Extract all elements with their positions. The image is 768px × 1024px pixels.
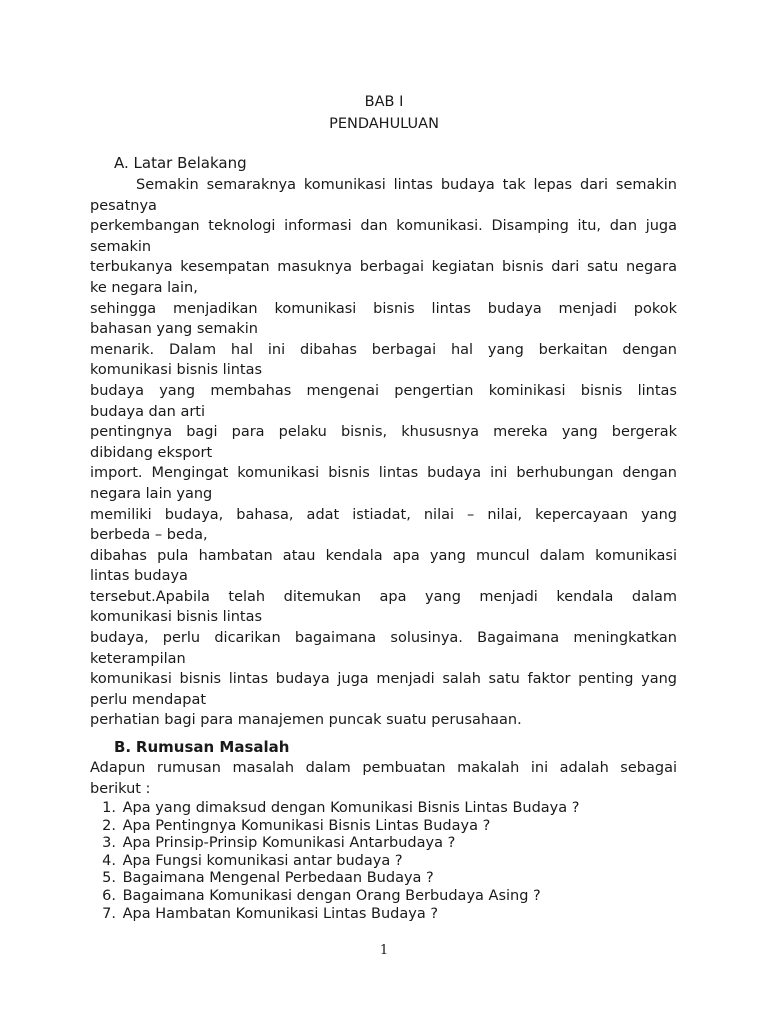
paragraph-line: memiliki budaya, bahasa, adat istiadat, nilai – nilai, kepercayaan yang xyxy=(90,506,677,523)
list-number: 2. xyxy=(102,817,116,834)
paragraph-line: Semakin semaraknya komunikasi lintas budaya tak lepas dari semakin xyxy=(136,177,677,193)
section-a-title: Latar Belakang xyxy=(133,154,247,172)
list-item xyxy=(90,888,677,906)
list-item xyxy=(90,853,677,871)
list-item xyxy=(90,835,677,853)
paragraph-line: budaya yang membahas mengenai pengertian kominikasi bisnis lintas xyxy=(90,382,677,399)
paragraph-line: import. Mengingat komunikasi bisnis lintas budaya ini berhubungan dengan xyxy=(90,465,677,482)
chapter-number: BAB I xyxy=(364,94,404,110)
paragraph-line: komunikasi bisnis lintas budaya juga menjadi salah satu faktor penting yang xyxy=(90,671,677,688)
list-item xyxy=(90,870,677,888)
paragraph-line: tersebut.Apabila telah ditemukan apa yang menjadi kendala dalam xyxy=(90,588,677,605)
intro-line: berikut : xyxy=(90,780,151,797)
list-text: Bagaimana Komunikasi dengan Orang Berbudaya Asing ? xyxy=(122,887,541,904)
section-a-marker: A. xyxy=(114,154,129,172)
list-number: 1. xyxy=(102,800,116,816)
paragraph-line: terbukanya kesempatan masuknya berbagai kegiatan bisnis dari satu negara xyxy=(90,259,677,276)
problem-list xyxy=(90,800,677,923)
paragraph-line: keterampilan xyxy=(90,650,186,667)
paragraph-line: dibidang eksport xyxy=(90,444,213,461)
paragraph-line: komunikasi bisnis lintas xyxy=(90,362,263,379)
paragraph-line: semakin xyxy=(90,238,152,255)
section-a-heading xyxy=(114,153,247,173)
list-item xyxy=(90,800,677,818)
paragraph-line: menarik. Dalam hal ini dibahas berbagai hal yang berkaitan dengan xyxy=(90,341,677,358)
paragraph-line: perhatian bagi para manajemen puncak suatu perusahaan. xyxy=(90,712,522,729)
list-text: Apa Fungsi komunikasi antar budaya ? xyxy=(122,852,403,869)
section-a-paragraph xyxy=(90,175,677,731)
list-item xyxy=(90,906,677,924)
list-number: 5. xyxy=(102,870,116,887)
section-b-title: Rumusan Masalah xyxy=(135,738,290,756)
paragraph-line: sehingga menjadikan komunikasi bisnis lintas budaya menjadi pokok xyxy=(90,300,677,317)
section-b-marker: B. xyxy=(114,738,132,756)
list-item xyxy=(90,818,677,836)
paragraph-line: budaya dan arti xyxy=(90,403,206,420)
section-b-intro xyxy=(90,758,677,799)
list-text: Apa Hambatan Komunikasi Lintas Budaya ? xyxy=(122,905,439,922)
list-text: Apa Pentingnya Komunikasi Bisnis Lintas Budaya ? xyxy=(122,817,491,834)
paragraph-line: perlu mendapat xyxy=(90,691,207,708)
paragraph-line: budaya, perlu dicarikan bagaimana solusinya. Bagaimana meningkatkan xyxy=(90,630,677,647)
list-text: Apa yang dimaksud dengan Komunikasi Bisnis Lintas Budaya ? xyxy=(122,800,580,816)
paragraph-line: bahasan yang semakin xyxy=(90,321,258,338)
paragraph-line: ke negara lain, xyxy=(90,279,198,296)
list-number: 6. xyxy=(102,887,116,904)
paragraph-line: pentingnya bagi para pelaku bisnis, khususnya mereka yang bergerak xyxy=(90,424,677,441)
paragraph-line: berbeda – beda, xyxy=(90,527,208,544)
intro-line: Adapun rumusan masalah dalam pembuatan makalah ini adalah sebagai xyxy=(90,760,677,776)
paragraph-line: komunikasi bisnis lintas xyxy=(90,609,263,626)
list-number: 7. xyxy=(102,905,116,922)
chapter-title: PENDAHULUAN xyxy=(329,116,439,132)
paragraph-line: pesatnya xyxy=(90,197,157,214)
section-b-heading xyxy=(114,737,289,757)
list-number: 3. xyxy=(102,835,116,852)
list-number: 4. xyxy=(102,852,116,869)
paragraph-line: perkembangan teknologi informasi dan komunikasi. Disamping itu, dan juga xyxy=(90,218,677,235)
list-text: Apa Prinsip-Prinsip Komunikasi Antarbudaya ? xyxy=(122,835,456,852)
list-text: Bagaimana Mengenal Perbedaan Budaya ? xyxy=(122,870,434,887)
paragraph-line: negara lain yang xyxy=(90,485,213,502)
paragraph-line: lintas budaya xyxy=(90,568,188,585)
paragraph-line: dibahas pula hambatan atau kendala apa yang muncul dalam komunikasi xyxy=(90,547,677,564)
page-number: 1 xyxy=(379,943,389,958)
